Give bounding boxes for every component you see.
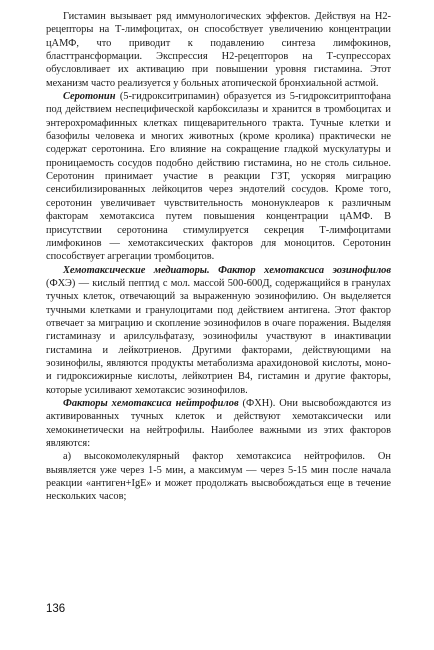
term-heading: Факторы хемотаксиса нейтрофилов — [63, 397, 239, 409]
term-heading: Хемотаксические медиаторы. Фактор хемотаксиса эозинофилов — [63, 264, 391, 276]
paragraph-text: Гистамин вызывает ряд иммунологических эффектов. Действуя на Н2-рецепторы на Т-лимфоцитах, он способствует увеличению концентрации цАМФ, что приводит к подавлению синтеза лимфокинов, бласттрансформации. Экспрессия Н2-рецепторов на Т-супрессорах обусловливает их активацию при повышении уровня гистамина. Этот механизм часто реализуется у больных атопической бронхиальной астмой. — [46, 11, 391, 89]
body-text — [46, 10, 391, 504]
paragraph-text: (5-гидрокситрипамин) образуется из 5-гидрокситриптофана под действием неспецифической карбоксилазы и хранится в тромбоцитах и энтерохромафинных клетках пищеварительного тракта. Тучные клетки и базофилы человека и многих животных (кроме кролика) практически не содержат серотонина. Его влияние на сокращение гладкой мускулатуры и проницаемость сосудов подобно действию гистамина, но не столь сильное. Серотонин принимает участие в реакции ГЗТ, ускоряя миграцию сенсибилизированных лейкоцитов через эндотелий сосудов. Кроме того, серотонин увеличивает чувствительность мононуклеаров к различным факторам хемотаксиса путем повышения концентрации цАМФ. В присутствии серотонина стимулируется секреция Т-лимфоцитами лимфокинов — хемотаксических факторов для моноцитов. Серотонин способствует агрегации тромбоцитов. — [46, 91, 391, 263]
page-number: 136 — [46, 603, 66, 615]
paragraph-text: (ФХН). Они высвобождаются из активированных тучных клеток и действуют хемотаксически или хемокинетически на нейтрофилы. Наиболее важными из этих факторов являются: — [46, 397, 391, 449]
paragraph-neutrophil-factors — [46, 397, 391, 450]
paragraph-text: а) высокомолекулярный фактор хемотаксиса нейтрофилов. Он выявляется уже через 1-5 мин, а максимум — через 5-15 мин после начала реакции «антиген+IgE» и может продолжать высвобождаться еще в течение нескольких часов; — [46, 451, 391, 503]
paragraph-serotonin — [46, 90, 391, 263]
paragraph-histamine — [46, 10, 391, 90]
term-heading: Серотонин — [63, 91, 116, 103]
paragraph-list-item-a — [46, 450, 391, 503]
paragraph-text: (ФХЭ) — кислый пептид с мол. массой 500-600Д, содержащийся в гранулах тучных клеток, отвечающий за выраженную эозинофилию. Он выделяется тучными клетками и гранулоцитами под действием антигена. Этот фактор отвечает за миграцию и скопление эозинофилов в очаге поражения. Выделяя гистаминазу и арилсульфатазу, эозинофилы участвуют в инактивации гистамина и лейкотриенов. Другими факторами, действующими на эозинофилы, являются продукты метаболизма арахидоновой кислоты, моно- и гидроксижирные кислоты, лейкотриен В4, гистамин и другие факторы, которые усиливают хемотаксис эозинофилов. — [46, 277, 391, 396]
paragraph-chemotactic-mediators — [46, 264, 391, 397]
